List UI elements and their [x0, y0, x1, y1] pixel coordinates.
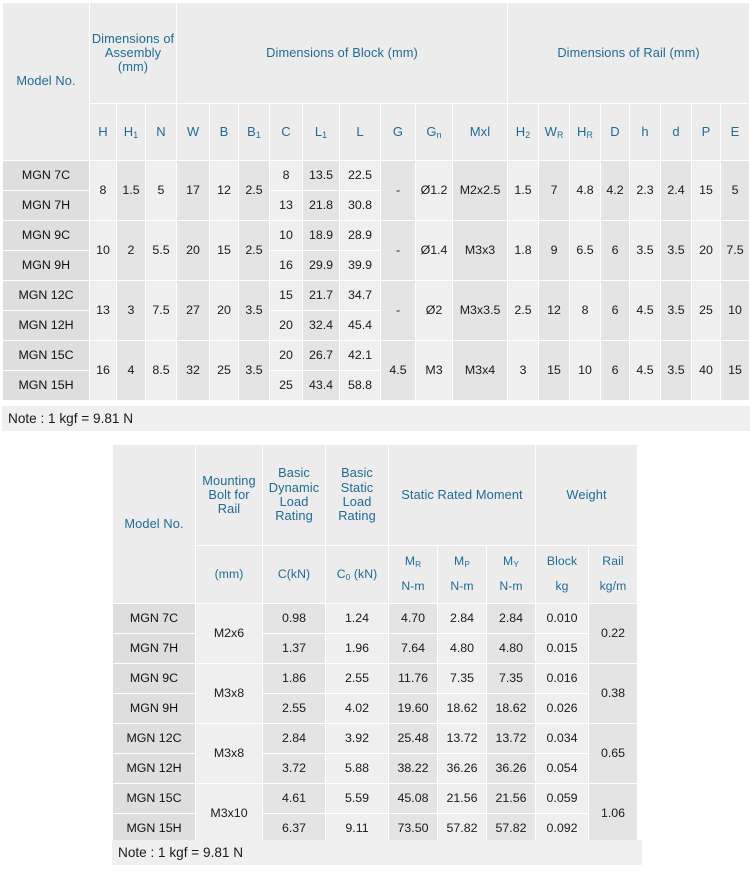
cell-E: 15	[721, 341, 749, 400]
cell-H2: 1.5	[508, 161, 538, 220]
cell-C: 2.84	[263, 724, 325, 753]
cell-model: MGN 12C	[3, 281, 89, 310]
cell-C: 3.72	[263, 754, 325, 783]
cell-MR: 25.48	[389, 724, 437, 753]
cell-block-weight: 0.054	[536, 754, 588, 783]
cell-B1: 2.5	[239, 221, 269, 280]
cell-W: 17	[177, 161, 209, 220]
cell-model: MGN 12H	[3, 311, 89, 340]
cell-C: 1.86	[263, 664, 325, 693]
cell-model: MGN 12H	[113, 754, 195, 783]
cell-WR: 7	[539, 161, 569, 220]
cell-MY: 57.82	[487, 814, 535, 843]
cell-L: 34.7	[340, 281, 380, 310]
table-row	[113, 754, 637, 783]
th2-unit-MY: $M_Y$ N-m	[487, 546, 535, 603]
cell-D: 4.2	[601, 161, 629, 220]
cell-C0: 5.88	[326, 754, 388, 783]
cell-N: 5	[146, 161, 176, 220]
th-sym-N: N	[146, 104, 176, 160]
cell-C0: 5.59	[326, 784, 388, 813]
cell-B: 20	[210, 281, 238, 340]
cell-C: 13	[270, 191, 302, 220]
cell-d: 2.4	[661, 161, 691, 220]
cell-block-weight: 0.034	[536, 724, 588, 753]
cell-MR: 4.70	[389, 604, 437, 633]
th-sym-Mxl: Mxl	[453, 104, 507, 160]
cell-L1: 29.9	[303, 251, 339, 280]
cell-Mxl: M2x2.5	[453, 161, 507, 220]
cell-H1: 2	[117, 221, 145, 280]
cell-L: 42.1	[340, 341, 380, 370]
th-sym-HR: $H_R$	[570, 104, 600, 160]
cell-bolt: M3x10	[196, 784, 262, 843]
cell-MY: 18.62	[487, 694, 535, 723]
th2-unit-MP: $M_P$ N-m	[438, 546, 486, 603]
cell-MR: 19.60	[389, 694, 437, 723]
cell-L: 30.8	[340, 191, 380, 220]
cell-rail-weight: 0.65	[589, 724, 637, 783]
cell-B1: 2.5	[239, 161, 269, 220]
cell-B1: 3.5	[239, 341, 269, 400]
th-sym-C: C	[270, 104, 302, 160]
cell-d: 3.5	[661, 341, 691, 400]
cell-Mxl: M3x3	[453, 221, 507, 280]
cell-block-weight: 0.059	[536, 784, 588, 813]
cell-MP: 13.72	[438, 724, 486, 753]
th-sym-H: H	[90, 104, 116, 160]
cell-h: 4.5	[630, 281, 660, 340]
cell-block-weight: 0.016	[536, 664, 588, 693]
cell-Mxl: M3x3.5	[453, 281, 507, 340]
table1-group-header-row	[3, 3, 749, 103]
cell-Gn: Ø2	[416, 281, 452, 340]
cell-MR: 38.22	[389, 754, 437, 783]
table-row	[113, 634, 637, 663]
table-row	[3, 221, 749, 250]
cell-Gn: M3	[416, 341, 452, 400]
cell-MY: 2.84	[487, 604, 535, 633]
cell-MP: 36.26	[438, 754, 486, 783]
th-sym-G: G	[381, 104, 415, 160]
cell-L1: 18.9	[303, 221, 339, 250]
table-row	[3, 341, 749, 370]
dimensions-table	[2, 2, 750, 401]
cell-W: 27	[177, 281, 209, 340]
load-rating-table-container	[112, 444, 636, 844]
cell-N: 5.5	[146, 221, 176, 280]
cell-E: 10	[721, 281, 749, 340]
cell-Gn: Ø1.2	[416, 161, 452, 220]
table-row	[3, 281, 749, 310]
cell-C: 15	[270, 281, 302, 310]
cell-H2: 2.5	[508, 281, 538, 340]
cell-model: MGN 7H	[113, 634, 195, 663]
th-model-no: Model No.	[3, 3, 89, 160]
cell-WR: 15	[539, 341, 569, 400]
cell-G: -	[381, 281, 415, 340]
th-sym-B: B	[210, 104, 238, 160]
cell-model: MGN 15C	[3, 341, 89, 370]
cell-model: MGN 15H	[113, 814, 195, 843]
th-sym-W: W	[177, 104, 209, 160]
cell-HR: 10	[570, 341, 600, 400]
cell-HR: 4.8	[570, 161, 600, 220]
table-row	[113, 784, 637, 813]
cell-rail-weight: 0.22	[589, 604, 637, 663]
cell-C0: 3.92	[326, 724, 388, 753]
cell-HR: 8	[570, 281, 600, 340]
cell-h: 2.3	[630, 161, 660, 220]
th2-unit-rail: Rail kg/m	[589, 546, 637, 603]
cell-C: 6.37	[263, 814, 325, 843]
cell-L: 28.9	[340, 221, 380, 250]
cell-H1: 1.5	[117, 161, 145, 220]
cell-H2: 3	[508, 341, 538, 400]
cell-W: 20	[177, 221, 209, 280]
cell-MY: 13.72	[487, 724, 535, 753]
th-sym-d: d	[661, 104, 691, 160]
cell-d: 3.5	[661, 221, 691, 280]
th-dimensions-of-rail: Dimensions of Rail (mm)	[508, 3, 749, 103]
th2-static-rated-moment: Static Rated Moment	[389, 445, 535, 545]
cell-MP: 21.56	[438, 784, 486, 813]
th-sym-D: D	[601, 104, 629, 160]
cell-C: 2.55	[263, 694, 325, 723]
th-sym-Gn: $G_n$	[416, 104, 452, 160]
cell-H: 8	[90, 161, 116, 220]
cell-N: 8.5	[146, 341, 176, 400]
cell-MP: 2.84	[438, 604, 486, 633]
cell-E: 7.5	[721, 221, 749, 280]
cell-P: 15	[692, 161, 720, 220]
th2-unit-dynamic: C(kN)	[263, 546, 325, 603]
cell-H: 13	[90, 281, 116, 340]
cell-B: 15	[210, 221, 238, 280]
cell-block-weight: 0.010	[536, 604, 588, 633]
cell-model: MGN 12C	[113, 724, 195, 753]
cell-Mxl: M3x4	[453, 341, 507, 400]
cell-model: MGN 9H	[3, 251, 89, 280]
cell-D: 6	[601, 281, 629, 340]
table-row	[3, 161, 749, 190]
cell-D: 6	[601, 221, 629, 280]
cell-MR: 7.64	[389, 634, 437, 663]
cell-P: 25	[692, 281, 720, 340]
cell-model: MGN 9C	[113, 664, 195, 693]
cell-bolt: M3x8	[196, 664, 262, 723]
cell-W: 32	[177, 341, 209, 400]
cell-H2: 1.8	[508, 221, 538, 280]
table-row	[113, 604, 637, 633]
cell-G: -	[381, 161, 415, 220]
cell-B1: 3.5	[239, 281, 269, 340]
cell-MP: 4.80	[438, 634, 486, 663]
cell-N: 7.5	[146, 281, 176, 340]
cell-MR: 11.76	[389, 664, 437, 693]
table-row	[113, 664, 637, 693]
cell-model: MGN 9C	[3, 221, 89, 250]
cell-MY: 36.26	[487, 754, 535, 783]
cell-MP: 57.82	[438, 814, 486, 843]
cell-MY: 21.56	[487, 784, 535, 813]
cell-L1: 21.7	[303, 281, 339, 310]
cell-MR: 73.50	[389, 814, 437, 843]
table-row	[113, 724, 637, 753]
table1-note: Note : 1 kgf = 9.81 N	[2, 406, 750, 431]
cell-d: 3.5	[661, 281, 691, 340]
cell-bolt: M2x6	[196, 604, 262, 663]
th2-basic-static-load-rating: Basic Static Load Rating	[326, 445, 388, 545]
cell-L: 39.9	[340, 251, 380, 280]
cell-MP: 18.62	[438, 694, 486, 723]
cell-H: 16	[90, 341, 116, 400]
cell-C: 4.61	[263, 784, 325, 813]
th-sym-P: P	[692, 104, 720, 160]
cell-D: 6	[601, 341, 629, 400]
th-dimensions-of-block: Dimensions of Block (mm)	[177, 3, 507, 103]
cell-P: 20	[692, 221, 720, 280]
cell-B: 12	[210, 161, 238, 220]
cell-C: 16	[270, 251, 302, 280]
cell-C: 20	[270, 341, 302, 370]
cell-H1: 4	[117, 341, 145, 400]
cell-L1: 26.7	[303, 341, 339, 370]
cell-WR: 9	[539, 221, 569, 280]
cell-C: 20	[270, 311, 302, 340]
th-dimensions-of-assembly: Dimensions of Assembly (mm)	[90, 3, 176, 103]
cell-L1: 32.4	[303, 311, 339, 340]
cell-L: 58.8	[340, 371, 380, 400]
cell-C0: 4.02	[326, 694, 388, 723]
th2-unit-bolt: (mm)	[196, 546, 262, 603]
table-row	[113, 694, 637, 723]
cell-model: MGN 15H	[3, 371, 89, 400]
table1-symbol-row	[3, 104, 749, 160]
th-sym-L: L	[340, 104, 380, 160]
cell-L: 45.4	[340, 311, 380, 340]
cell-MP: 7.35	[438, 664, 486, 693]
load-rating-table	[112, 444, 638, 844]
th2-basic-dynamic-load-rating: Basic Dynamic Load Rating	[263, 445, 325, 545]
cell-model: MGN 15C	[113, 784, 195, 813]
th-sym-H2: $H_2$	[508, 104, 538, 160]
dimensions-table-container	[2, 2, 748, 401]
cell-G: -	[381, 221, 415, 280]
cell-MY: 4.80	[487, 634, 535, 663]
cell-C0: 9.11	[326, 814, 388, 843]
cell-C: 1.37	[263, 634, 325, 663]
cell-WR: 12	[539, 281, 569, 340]
cell-C: 0.98	[263, 604, 325, 633]
cell-MR: 45.08	[389, 784, 437, 813]
cell-HR: 6.5	[570, 221, 600, 280]
th-sym-WR: $W_R$	[539, 104, 569, 160]
th-sym-L1: $L_1$	[303, 104, 339, 160]
cell-C0: 2.55	[326, 664, 388, 693]
cell-MY: 7.35	[487, 664, 535, 693]
cell-h: 4.5	[630, 341, 660, 400]
cell-G: 4.5	[381, 341, 415, 400]
th2-mounting-bolt: Mounting Bolt for Rail	[196, 445, 262, 545]
cell-H: 10	[90, 221, 116, 280]
th-sym-B1: $B_1$	[239, 104, 269, 160]
table2-group-header-row	[113, 445, 637, 545]
cell-block-weight: 0.015	[536, 634, 588, 663]
cell-L1: 43.4	[303, 371, 339, 400]
cell-rail-weight: 0.38	[589, 664, 637, 723]
cell-C: 10	[270, 221, 302, 250]
cell-rail-weight: 1.06	[589, 784, 637, 843]
th2-model-no: Model No.	[113, 445, 195, 603]
cell-E: 5	[721, 161, 749, 220]
th2-unit-MR: $M_R$ N-m	[389, 546, 437, 603]
cell-C: 25	[270, 371, 302, 400]
cell-C0: 1.96	[326, 634, 388, 663]
cell-block-weight: 0.026	[536, 694, 588, 723]
cell-C0: 1.24	[326, 604, 388, 633]
cell-h: 3.5	[630, 221, 660, 280]
cell-L: 22.5	[340, 161, 380, 190]
cell-L1: 21.8	[303, 191, 339, 220]
cell-P: 40	[692, 341, 720, 400]
cell-B: 25	[210, 341, 238, 400]
table2-note: Note : 1 kgf = 9.81 N	[112, 840, 642, 865]
cell-Gn: Ø1.4	[416, 221, 452, 280]
th-sym-E: E	[721, 104, 749, 160]
cell-H1: 3	[117, 281, 145, 340]
th2-unit-static: $C_0$ (kN)	[326, 546, 388, 603]
cell-block-weight: 0.092	[536, 814, 588, 843]
cell-model: MGN 7C	[3, 161, 89, 190]
cell-L1: 13.5	[303, 161, 339, 190]
cell-bolt: M3x8	[196, 724, 262, 783]
cell-model: MGN 7C	[113, 604, 195, 633]
cell-C: 8	[270, 161, 302, 190]
th-sym-H1: $H_1$	[117, 104, 145, 160]
th2-unit-block: Block kg	[536, 546, 588, 603]
cell-model: MGN 9H	[113, 694, 195, 723]
th2-weight: Weight	[536, 445, 637, 545]
th-sym-h: h	[630, 104, 660, 160]
cell-model: MGN 7H	[3, 191, 89, 220]
table-row	[113, 814, 637, 843]
